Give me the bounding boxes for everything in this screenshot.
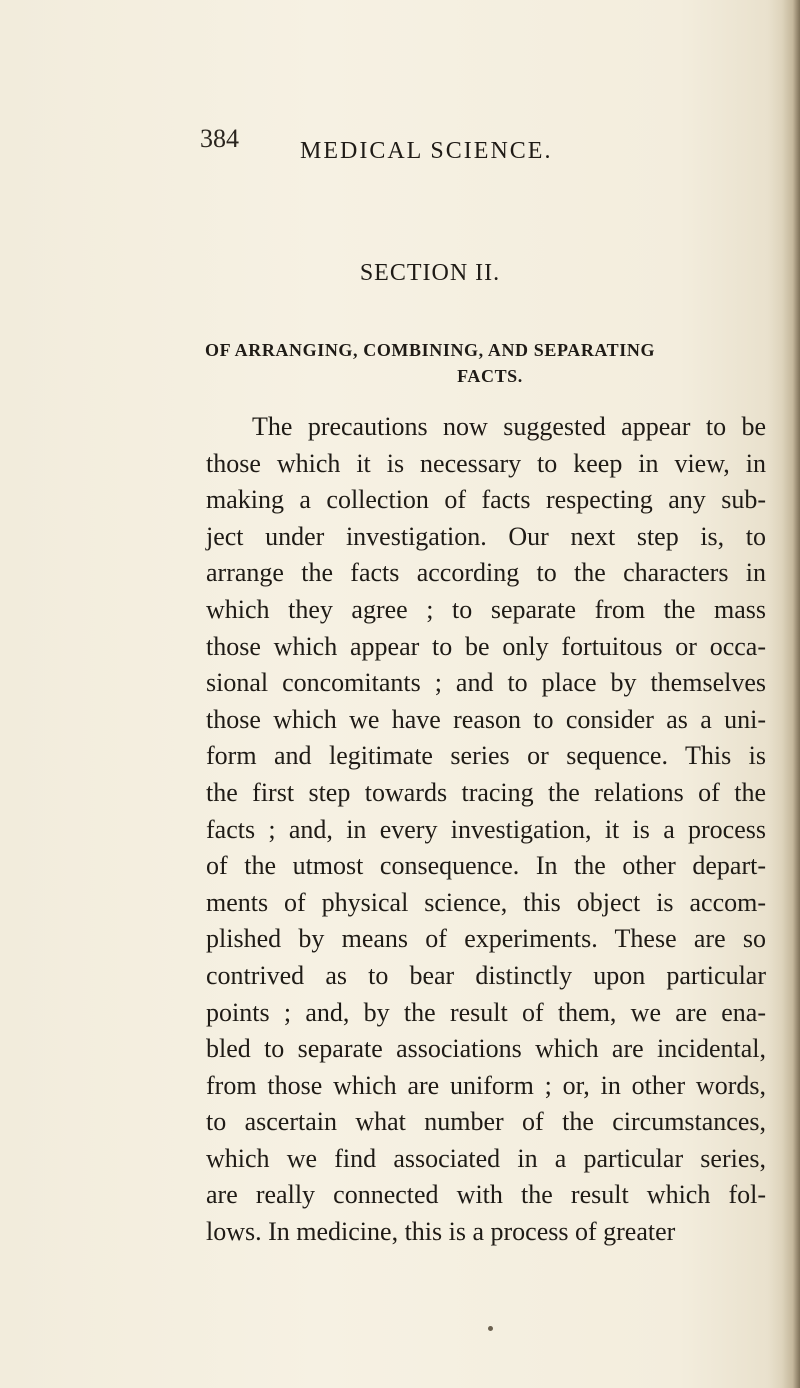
body-line: those which it is necessary to keep in view, in bbox=[206, 448, 766, 478]
section-subtitle-line-1: OF ARRANGING, COMBINING, AND SEPARATING bbox=[205, 340, 656, 360]
body-line: to ascertain what number of the circumstances, bbox=[206, 1107, 766, 1137]
body-line: sional concomitants ; and to place by themselves bbox=[206, 668, 766, 698]
body-paragraph bbox=[206, 409, 766, 1251]
body-line: ments of physical science, this object is accom- bbox=[206, 887, 766, 917]
body-line: bled to separate associations which are incidental, bbox=[206, 1034, 766, 1064]
page-edge-shadow bbox=[782, 0, 800, 1388]
body-line: ject under investigation. Our next step is, to bbox=[206, 521, 766, 551]
body-line: lows. In medicine, this is a process of greater bbox=[206, 1217, 676, 1247]
body-line: points ; and, by the result of them, we are ena- bbox=[206, 997, 766, 1027]
body-line: arrange the facts according to the characters in bbox=[206, 558, 766, 588]
body-line: which they agree ; to separate from the mass bbox=[206, 594, 766, 624]
body-line: from those which are uniform ; or, in other words, bbox=[206, 1070, 766, 1100]
body-line: of the utmost consequence. In the other depart- bbox=[206, 851, 766, 881]
body-line: contrived as to bear distinctly upon particular bbox=[206, 960, 766, 990]
body-line: which we find associated in a particular series, bbox=[206, 1143, 766, 1173]
body-line: facts ; and, in every investigation, it is a process bbox=[206, 814, 766, 844]
body-line: those which we have reason to consider as a uni- bbox=[206, 704, 766, 734]
body-line: The precautions now suggested appear to be bbox=[252, 412, 766, 441]
page-number: 384 bbox=[200, 124, 239, 153]
section-title: SECTION II. bbox=[359, 260, 501, 286]
running-head: MEDICAL SCIENCE. bbox=[300, 138, 553, 164]
body-line: those which appear to be only fortuitous or occa- bbox=[206, 631, 766, 661]
body-line: plished by means of experiments. These are so bbox=[206, 924, 766, 954]
ink-speck bbox=[488, 1326, 493, 1331]
section-subtitle-line-2: FACTS. bbox=[457, 366, 523, 386]
section-subtitle bbox=[205, 337, 775, 389]
body-line: are really connected with the result which fol- bbox=[206, 1180, 766, 1210]
body-line: the first step towards tracing the relations of the bbox=[206, 777, 766, 807]
body-line: form and legitimate series or sequence. This is bbox=[206, 741, 766, 771]
body-line: making a collection of facts respecting any sub- bbox=[206, 485, 766, 515]
